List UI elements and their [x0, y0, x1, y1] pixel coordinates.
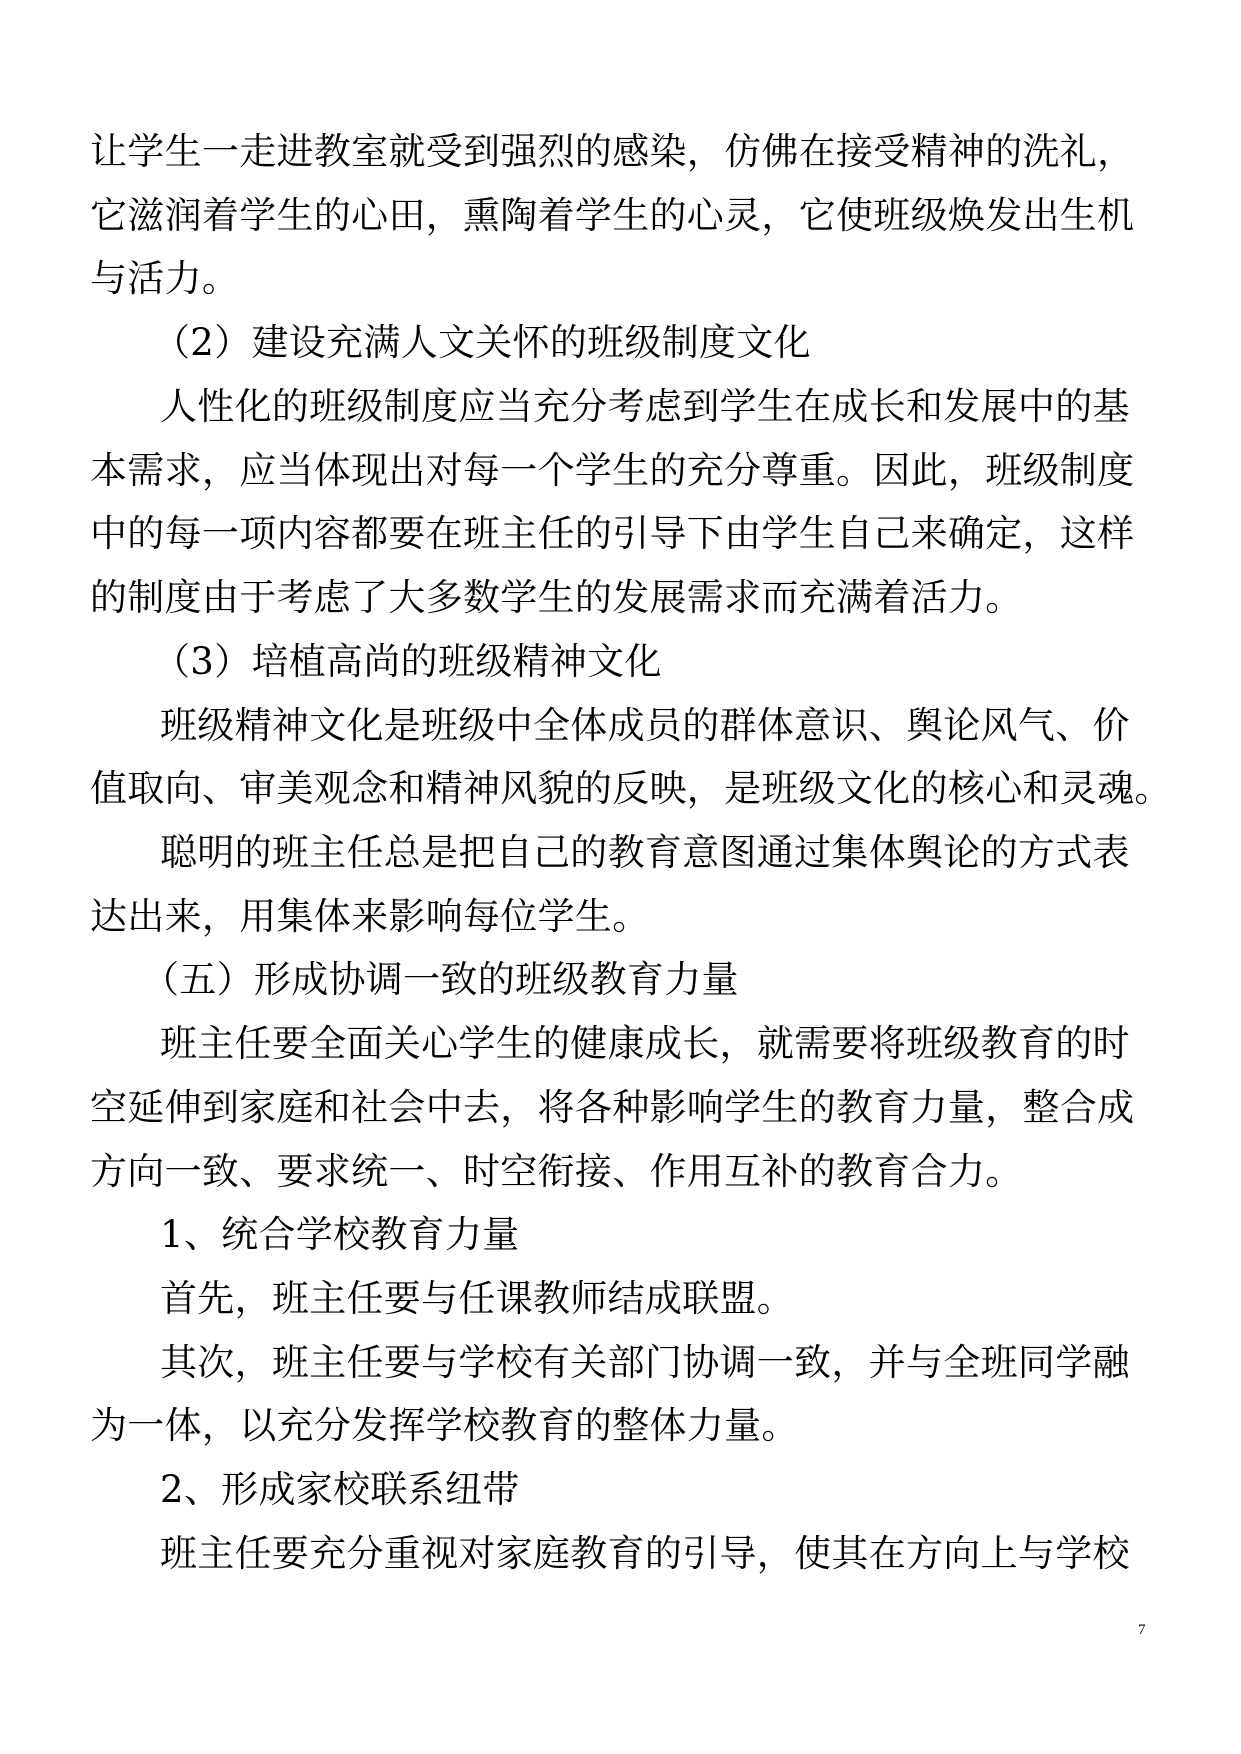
paragraph-first-line: 班主任要全面关心学生的健康成长，就需要将班级教育的时 [160, 1022, 1130, 1065]
body-text-line: 空延伸到家庭和社会中去，将各种影响学生的教育力量，整合成 [90, 1086, 1135, 1129]
paragraph-first-line: 其次，班主任要与学校有关部门协调一致，并与全班同学融 [160, 1341, 1130, 1384]
subsection-heading: 2、形成家校联系纽带 [160, 1468, 520, 1511]
body-text-line: 本需求，应当体现出对每一个学生的充分尊重。因此，班级制度 [90, 449, 1135, 492]
body-text-line: 它滋润着学生的心田，熏陶着学生的心灵，它使班级焕发出生机 [90, 194, 1135, 237]
paragraph-first-line: 班主任要充分重视对家庭教育的引导，使其在方向上与学校 [160, 1532, 1130, 1575]
body-text-line: 值取向、审美观念和精神风貌的反映，是班级文化的核心和灵魂。 [90, 767, 1172, 810]
section-heading: （3）培植高尚的班级精神文化 [153, 640, 662, 683]
paragraph-first-line: 班级精神文化是班级中全体成员的群体意识、舆论风气、价 [160, 704, 1130, 747]
body-text-line: 为一体，以充分发挥学校教育的整体力量。 [90, 1404, 799, 1447]
body-text-line: 的制度由于考虑了大多数学生的发展需求而充满着活力。 [90, 576, 1023, 619]
body-text-line: 让学生一走进教室就受到强烈的感染，仿佛在接受精神的洗礼， [90, 130, 1135, 173]
section-heading: （2）建设充满人文关怀的班级制度文化 [153, 321, 811, 364]
paragraph-first-line: 人性化的班级制度应当充分考虑到学生在成长和发展中的基 [160, 385, 1130, 428]
body-text-line: 中的每一项内容都要在班主任的引导下由学生自己来确定，这样 [90, 512, 1135, 555]
subsection-heading: 1、统合学校教育力量 [160, 1213, 520, 1256]
section-heading: （五）形成协调一致的班级教育力量 [142, 958, 739, 1001]
body-text-line: 方向一致、要求统一、时空衔接、作用互补的教育合力。 [90, 1150, 1023, 1193]
body-text-line: 达出来，用集体来影响每位学生。 [90, 895, 650, 938]
paragraph-first-line: 聪明的班主任总是把自己的教育意图通过集体舆论的方式表 [160, 831, 1130, 874]
paragraph-first-line: 首先，班主任要与任课教师结成联盟。 [160, 1277, 795, 1320]
body-text-line: 与活力。 [90, 257, 240, 300]
page-number: 7 [1138, 1622, 1146, 1638]
